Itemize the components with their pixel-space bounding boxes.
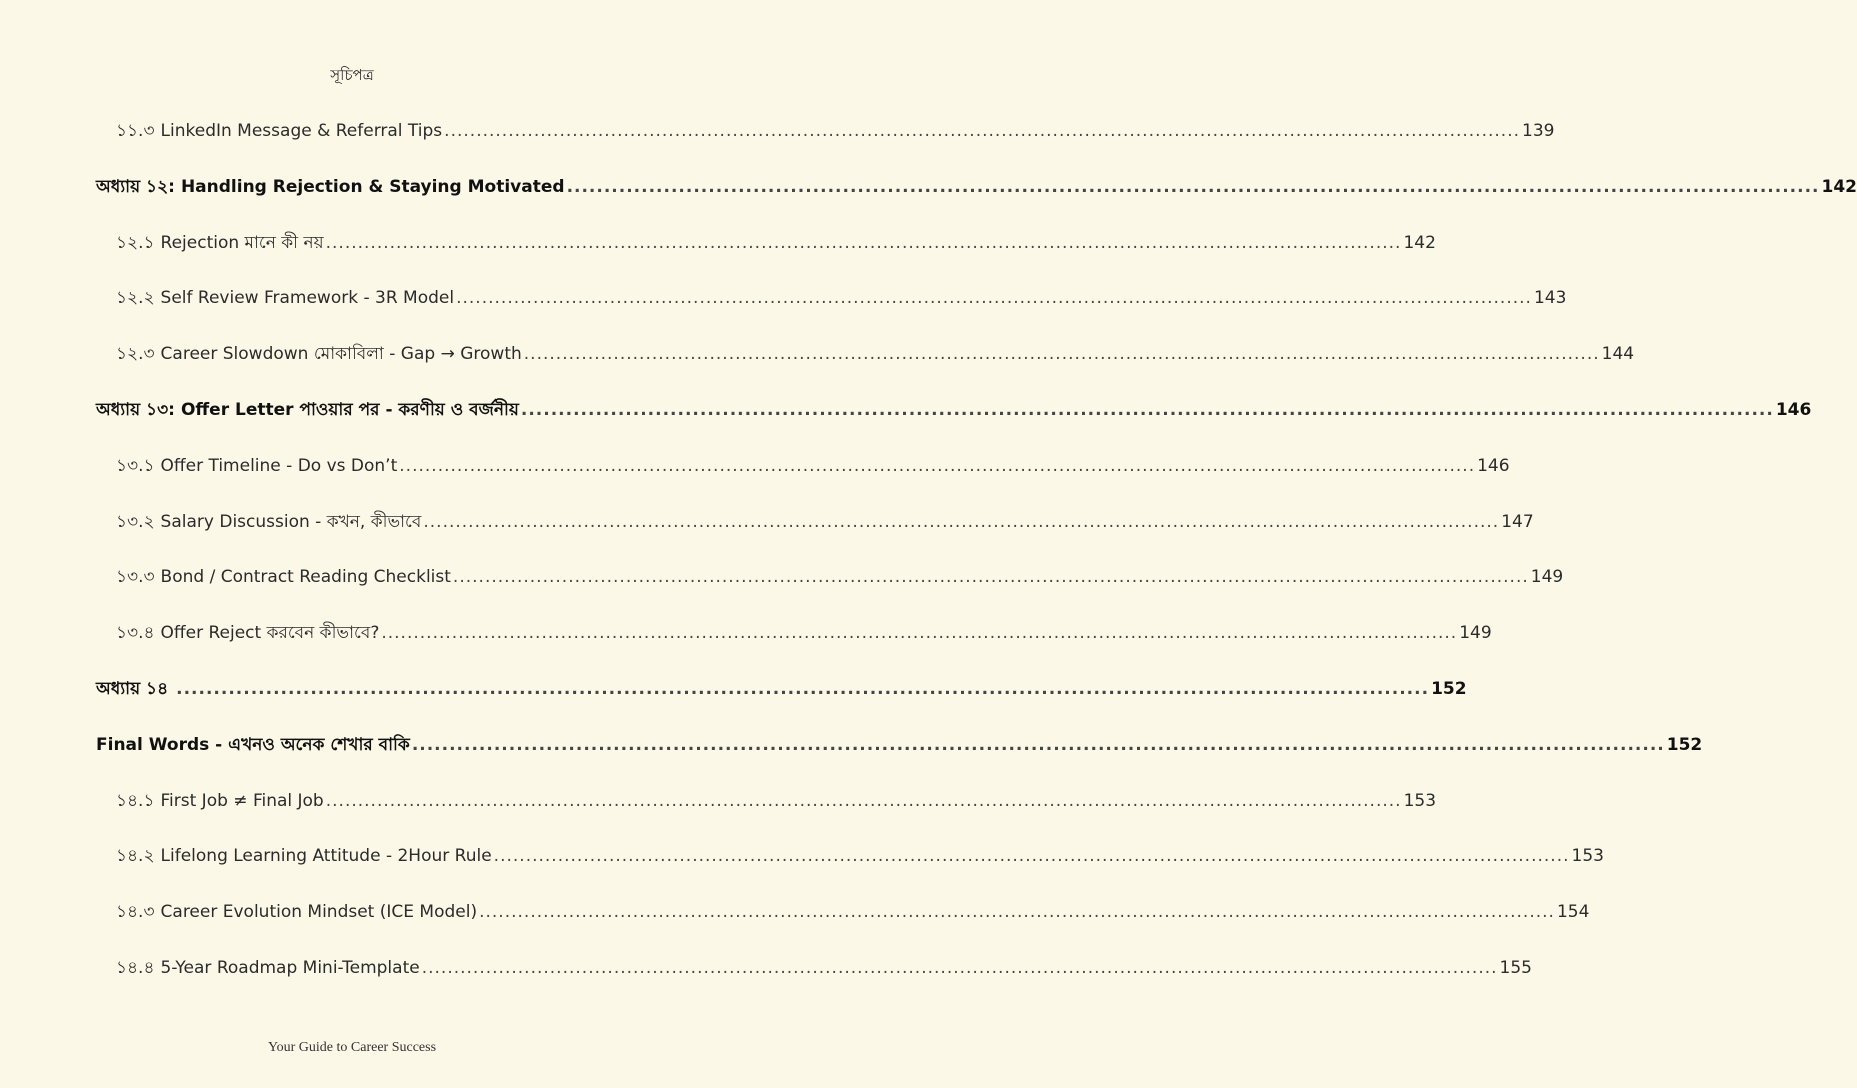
toc-entry-page: 142 (1403, 233, 1436, 253)
dot-leader (422, 953, 1498, 983)
toc-entry-number: ১৪.১ (116, 791, 155, 811)
toc-entry-title: Rejection মানে কী নয় (160, 233, 324, 253)
page-title: সূচিপত্র (330, 66, 374, 84)
toc-entry-page: 139 (1522, 121, 1555, 141)
toc-entry[interactable] (116, 953, 1532, 983)
toc-entry-number: ১৩.৩ (116, 567, 155, 587)
dot-leader (521, 395, 1774, 425)
toc-entry-page: 143 (1533, 288, 1567, 308)
dot-leader (381, 618, 1457, 648)
toc-entry-title: First Job ≠ Final Job (160, 791, 324, 811)
toc-entry[interactable] (116, 562, 1564, 592)
toc-entry-title: Self Review Framework - 3R Model (160, 288, 455, 308)
toc-entry[interactable] (116, 507, 1534, 537)
toc-entry[interactable] (96, 172, 1857, 202)
dot-leader (456, 283, 1532, 313)
toc-entry-page: 153 (1571, 846, 1604, 866)
toc-entry-page: 154 (1556, 902, 1590, 922)
toc-entry-number: ১২.২ (116, 288, 155, 308)
toc-entry-title: Lifelong Learning Attitude - 2Hour Rule (160, 846, 492, 866)
toc-entry[interactable] (116, 451, 1510, 481)
toc-entry[interactable] (116, 339, 1635, 369)
toc-entry-number: ১১.৩ (116, 121, 155, 141)
toc-entry-page: 146 (1775, 400, 1812, 420)
toc-entry[interactable] (116, 897, 1590, 927)
toc-entry-title: 5-Year Roadmap Mini-Template (160, 958, 420, 978)
toc-entry-number: ১৩.৪ (116, 623, 155, 643)
dot-leader (494, 841, 1570, 871)
dot-leader (412, 730, 1665, 760)
toc-entry-number: ১৩.২ (116, 512, 155, 532)
toc-entry-number: ১২.১ (116, 233, 155, 253)
toc-entry-number: ১৪.৩ (116, 902, 155, 922)
toc-entry-title: Final Words - এখনও অনেক শেখার বাকি (96, 735, 410, 755)
toc-entry-title: Salary Discussion - কখন, কীভাবে (160, 512, 422, 532)
dot-leader (399, 451, 1475, 481)
toc-entry-title: Career Evolution Mindset (ICE Model) (160, 902, 478, 922)
toc-entry-page: 152 (1431, 679, 1467, 699)
dot-leader (176, 674, 1429, 704)
toc-entry-title: Bond / Contract Reading Checklist (160, 567, 451, 587)
toc-entry-page: 149 (1459, 623, 1492, 643)
dot-leader (567, 172, 1820, 202)
toc-entry-number: ১২.৩ (116, 344, 155, 364)
toc-entry-page: 149 (1530, 567, 1564, 587)
toc-entry[interactable] (116, 116, 1555, 146)
toc-entry-page: 147 (1501, 512, 1534, 532)
toc-entry-number: ১৩.১ (116, 456, 155, 476)
toc-entry-page: 146 (1477, 456, 1510, 476)
toc-entry[interactable] (116, 228, 1436, 258)
toc-entry-page: 142 (1821, 177, 1857, 197)
toc-entry-title: Handling Rejection & Staying Motivated (180, 177, 565, 197)
toc-entry-title: Offer Letter পাওয়ার পর - করণীয় ও বর্জনীয় (180, 400, 519, 420)
toc-entry-number: ১৪.২ (116, 846, 155, 866)
toc-entry-page: 153 (1403, 791, 1437, 811)
dot-leader (479, 897, 1555, 927)
toc-entry-number: অধ্যায় ১৩: (96, 400, 175, 420)
page-footer: Your Guide to Career Success (267, 1040, 437, 1055)
toc-entry-title: LinkedIn Message & Referral Tips (160, 121, 443, 141)
toc-entry[interactable] (96, 730, 1703, 760)
toc-entry-number: অধ্যায় ১৪ (96, 679, 169, 699)
toc-entry[interactable] (116, 841, 1604, 871)
dot-leader (423, 507, 1499, 537)
toc-entry[interactable] (116, 618, 1492, 648)
toc-entry-title: Offer Reject করবেন কীভাবে? (160, 623, 380, 643)
toc-entry-page: 144 (1601, 344, 1635, 364)
toc-entry-title: Offer Timeline - Do vs Don’t (160, 456, 398, 476)
dot-leader (444, 116, 1520, 146)
toc-entry-page: 152 (1666, 735, 1703, 755)
toc-entry[interactable] (116, 786, 1437, 816)
toc-entry-title: Career Slowdown মোকাবিলা - Gap → Growth (160, 344, 522, 364)
dot-leader (326, 228, 1402, 258)
toc-entry-number: ১৪.৪ (116, 958, 155, 978)
toc-entry[interactable] (116, 283, 1567, 313)
toc-entry-number: অধ্যায় ১২: (96, 177, 175, 197)
toc-entry[interactable] (96, 674, 1467, 704)
toc-entry[interactable] (96, 395, 1812, 425)
toc-entry-page: 155 (1499, 958, 1532, 978)
dot-leader (326, 786, 1402, 816)
dot-leader (524, 339, 1600, 369)
dot-leader (453, 562, 1529, 592)
